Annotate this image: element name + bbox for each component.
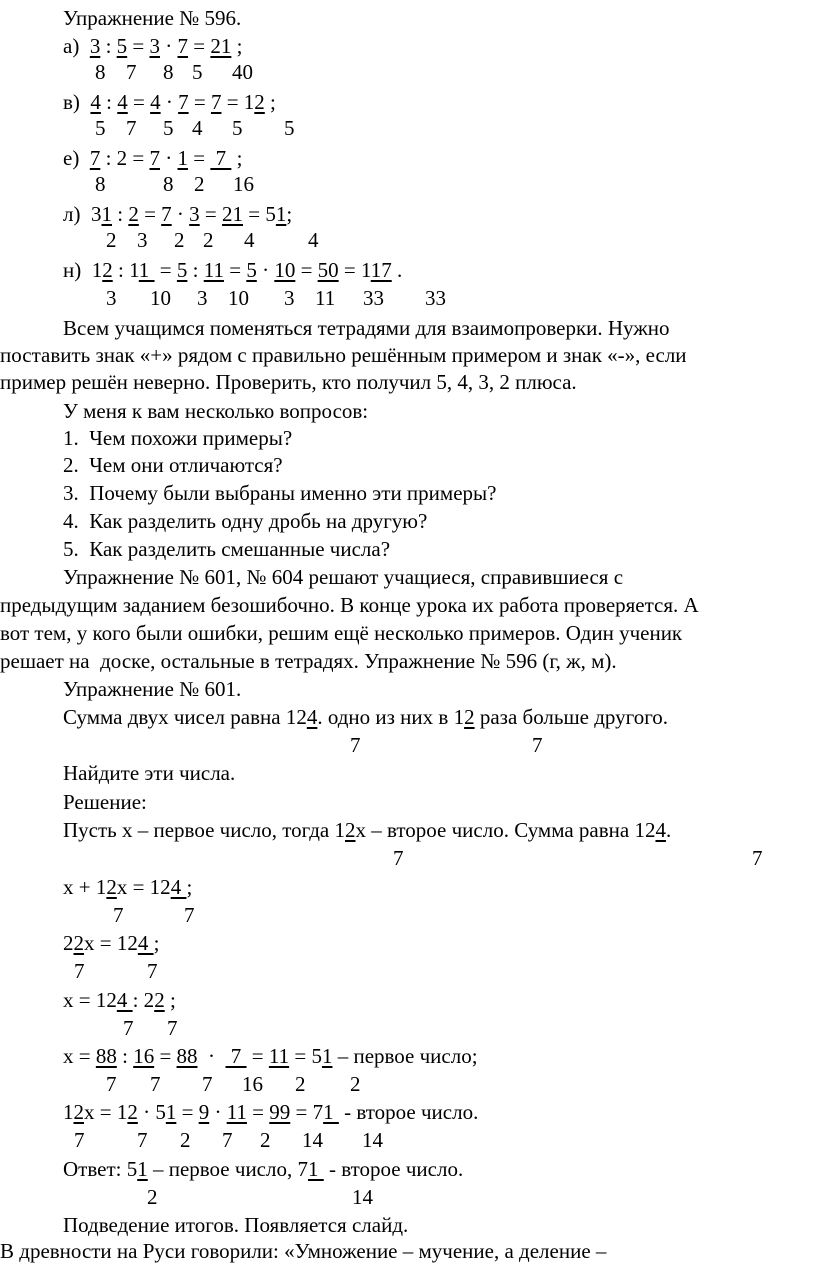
paragraph-tasks-line-1: Упражнение № 601, № 604 решают учащиеся, справившиеся с	[63, 565, 624, 589]
numerator: 4	[150, 90, 161, 114]
operator: ;	[264, 90, 276, 114]
numerator: 1	[138, 258, 155, 282]
whole-part: 3	[90, 202, 102, 226]
text-run: х = 12	[116, 875, 171, 899]
numerator: 11	[226, 1100, 247, 1124]
numerator: 99	[269, 1100, 291, 1124]
denominator: 7	[74, 1128, 85, 1152]
text-run: Пусть х – первое число, тогда 1	[63, 818, 345, 842]
numerator: 17	[370, 258, 392, 282]
denominator: 33	[363, 286, 384, 310]
numerator: 7	[149, 146, 161, 170]
closing-line: В древности на Руси говорили: «Умножение – мучение, а деление –	[0, 1239, 607, 1263]
denominator: 7	[222, 1128, 233, 1152]
operator: =	[223, 258, 247, 282]
numerator: 2	[106, 875, 117, 899]
question-text: Чем они отличаются?	[89, 453, 283, 477]
numerator: 7	[161, 202, 172, 226]
text-run: х + 1	[63, 875, 107, 899]
denominator: 2	[203, 228, 214, 252]
paragraph-check-line-3: пример решён неверно. Проверить, кто получил 5, 4, 3, 2 плюса.	[0, 370, 577, 394]
equation-1	[63, 874, 192, 900]
denominator: 2	[106, 228, 117, 252]
summary-line: Подведение итогов. Появляется слайд.	[63, 1213, 409, 1237]
denominator: 7	[393, 846, 404, 870]
operator: ·	[209, 1100, 227, 1124]
denominator: 7	[74, 959, 85, 983]
denominator: 5	[232, 116, 243, 140]
denominator: 2	[180, 1128, 191, 1152]
text-run: .	[665, 818, 672, 842]
text-run: раза больше другого.	[474, 705, 669, 729]
denominator: 10	[150, 286, 171, 310]
text-run: Сумма двух чисел равна 12	[63, 705, 307, 729]
operator: =	[154, 1044, 177, 1068]
text-run: · 5	[137, 1100, 166, 1124]
solution-heading: Решение:	[63, 790, 147, 814]
denominator: 7	[350, 733, 361, 757]
operator: =	[127, 90, 151, 114]
text-run: ;	[186, 875, 193, 899]
questions-intro: У меня к вам несколько вопросов:	[63, 399, 369, 423]
equation-5	[63, 1099, 478, 1125]
numerator: 1	[307, 1157, 324, 1181]
operator: :	[100, 34, 117, 58]
question-item	[63, 536, 390, 562]
numerator: 2	[344, 818, 356, 842]
operator: =	[188, 90, 211, 114]
exercise-596-title: Упражнение № 596.	[63, 6, 242, 30]
denominator: 5	[192, 60, 203, 84]
operator: ·	[160, 146, 178, 170]
denominator: 3	[284, 286, 295, 310]
example-a-expression	[63, 33, 242, 59]
denominator: 2	[260, 1128, 271, 1152]
paragraph-tasks-line-2: предыдущим заданием безошибочно. В конце урока их работа проверяется. А	[0, 593, 699, 617]
question-number: 5.	[63, 537, 79, 561]
operator: ·	[256, 258, 275, 282]
denominator: 16	[233, 172, 254, 196]
solution-let-line	[63, 817, 671, 843]
numerator: 11	[203, 258, 224, 282]
denominator: 2	[174, 228, 185, 252]
numerator: 1	[275, 202, 287, 226]
example-e-expression	[63, 145, 242, 171]
operator: = 5	[289, 1044, 322, 1068]
denominator: 8	[95, 172, 106, 196]
paragraph-check-line-2: поставить знак «+» рядом с правильно решённым примером и знак «-», если	[0, 343, 687, 367]
example-l-label: л)	[63, 202, 81, 226]
denominator: 7	[126, 60, 137, 84]
operator: =	[246, 1100, 270, 1124]
operator: =	[295, 258, 318, 282]
text-run: ;	[153, 931, 160, 955]
question-number: 1.	[63, 426, 79, 450]
denominator: 7	[202, 1072, 213, 1096]
denominator: 7	[106, 1072, 117, 1096]
example-v-expression	[63, 89, 276, 115]
denominator: 3	[106, 286, 117, 310]
paragraph-tasks-line-4: решает на доске, остальные в тетрадях. Упражнение № 596 (г, ж, м).	[0, 649, 617, 673]
operator: :	[111, 202, 129, 226]
example-e-label: е)	[63, 146, 80, 170]
equation-3	[63, 987, 176, 1013]
numerator: 16	[133, 1044, 155, 1068]
question-item	[63, 508, 427, 534]
numerator: 88	[95, 1044, 117, 1068]
text-run: – первое число, 7	[147, 1157, 308, 1181]
text-run: х = 12	[84, 931, 138, 955]
denominator: 4	[192, 116, 203, 140]
denominator: 16	[242, 1072, 263, 1096]
numerator: 7	[210, 90, 222, 114]
numerator: 7	[225, 1044, 247, 1068]
numerator: 3	[149, 34, 161, 58]
operator: =	[127, 34, 150, 58]
numerator: 1	[323, 1100, 339, 1124]
numerator: 5	[116, 34, 128, 58]
text-run: - второе число.	[323, 1157, 464, 1181]
equation-2	[63, 930, 159, 956]
question-number: 3.	[63, 481, 79, 505]
denominator: 14	[302, 1128, 323, 1152]
whole-part: 1	[63, 1100, 74, 1124]
denominator: 7	[532, 733, 543, 757]
operator: .	[391, 258, 403, 282]
denominator: 10	[228, 286, 249, 310]
denominator: 8	[163, 60, 174, 84]
question-number: 4.	[63, 509, 79, 533]
question-text: Чем похожи примеры?	[89, 426, 293, 450]
operator: = 1	[221, 90, 255, 114]
operator: =	[176, 1100, 199, 1124]
numerator: 2	[73, 1100, 84, 1124]
operator: = 7	[290, 1100, 324, 1124]
denominator: 2	[147, 1185, 158, 1209]
denominator: 2	[295, 1072, 306, 1096]
operator: :	[116, 1044, 134, 1068]
example-n-label: н)	[63, 258, 82, 282]
numerator: 2	[102, 258, 113, 282]
operator: :	[187, 258, 204, 282]
denominator: 5	[284, 116, 295, 140]
numerator: 1	[137, 1157, 148, 1181]
text-run: х – второе число. Сумма равна 12	[355, 818, 656, 842]
numerator: 4	[306, 705, 318, 729]
operator: ·	[160, 90, 179, 114]
numerator: 21	[222, 202, 244, 226]
operator: ·	[171, 202, 190, 226]
paragraph-tasks-line-3: вот тем, у кого были ошибки, решим ещё несколько примеров. Один ученик	[0, 621, 683, 645]
exercise-601-condition	[63, 704, 668, 730]
numerator: 9	[198, 1100, 210, 1124]
denominator: 2	[194, 172, 205, 196]
denominator: 7	[126, 116, 137, 140]
denominator: 7	[150, 1072, 161, 1096]
question-text: Как разделить одну дробь на другую?	[89, 509, 428, 533]
numerator: 7	[177, 34, 189, 58]
denominator: 7	[137, 1128, 148, 1152]
numerator: 4	[117, 90, 128, 114]
operator: ;	[231, 146, 243, 170]
denominator: 4	[308, 228, 319, 252]
numerator: 11	[268, 1044, 290, 1068]
denominator: 3	[137, 228, 148, 252]
text-run: х = 12	[63, 988, 117, 1012]
example-n-expression	[63, 257, 402, 283]
operator: =	[188, 146, 211, 170]
denominator: 8	[163, 172, 174, 196]
paragraph-check-line-1: Всем учащимся поменяться тетрадями для взаимопроверки. Нужно	[63, 316, 670, 340]
example-v-label: в)	[63, 90, 80, 114]
numerator: 2	[254, 90, 265, 114]
denominator: 14	[352, 1185, 373, 1209]
operator: = 5	[243, 202, 276, 226]
numerator: 5	[246, 258, 257, 282]
question-item	[63, 480, 496, 506]
denominator: 33	[425, 286, 446, 310]
operator: ·	[160, 34, 178, 58]
text-run: х =	[63, 1044, 96, 1068]
whole-part: 2	[63, 931, 74, 955]
operator: =	[199, 202, 223, 226]
text-run: - второе число.	[338, 1100, 479, 1124]
denominator: 7	[752, 846, 763, 870]
numerator: 1	[177, 146, 189, 170]
numerator: 2	[73, 931, 84, 955]
text-run: . одно из них в 1	[317, 705, 465, 729]
denominator: 7	[123, 1016, 134, 1040]
numerator: 7	[210, 146, 232, 170]
operator: :	[100, 90, 118, 114]
denominator: 5	[95, 116, 106, 140]
question-item	[63, 425, 292, 451]
denominator: 14	[362, 1128, 383, 1152]
operator: = 1	[338, 258, 371, 282]
text-run: – первое число;	[332, 1044, 478, 1068]
text-run: х = 1	[84, 1100, 128, 1124]
numerator: 10	[274, 258, 296, 282]
operator: : 1	[112, 258, 139, 282]
operator: =	[138, 202, 162, 226]
numerator: 4	[170, 875, 187, 899]
operator: ;	[231, 34, 243, 58]
exercise-601-title: Упражнение № 601.	[63, 677, 242, 701]
operator: ;	[286, 202, 293, 226]
numerator: 50	[317, 258, 339, 282]
numerator: 4	[90, 90, 101, 114]
numerator: 2	[128, 202, 139, 226]
denominator: 11	[315, 286, 336, 310]
numerator: 2	[154, 988, 165, 1012]
numerator: 88	[176, 1044, 198, 1068]
numerator: 7	[178, 90, 189, 114]
numerator: 4	[137, 931, 154, 955]
denominator: 3	[197, 286, 208, 310]
exercise-601-task: Найдите эти числа.	[63, 761, 236, 785]
numerator: 1	[165, 1100, 177, 1124]
operator: : 2 =	[100, 146, 150, 170]
numerator: 5	[176, 258, 188, 282]
equation-4	[63, 1043, 478, 1069]
example-a-label: а)	[63, 34, 80, 58]
denominator: 5	[163, 116, 174, 140]
denominator: 4	[244, 228, 255, 252]
text-run: ;	[164, 988, 176, 1012]
numerator: 3	[189, 202, 200, 226]
denominator: 7	[113, 903, 124, 927]
numerator: 2	[464, 705, 475, 729]
operator: ·	[197, 1044, 226, 1068]
answer-line	[63, 1156, 463, 1182]
numerator: 2	[127, 1100, 138, 1124]
example-l-expression	[63, 201, 292, 227]
numerator: 1	[101, 202, 112, 226]
text-run: : 2	[132, 988, 155, 1012]
question-number: 2.	[63, 453, 79, 477]
question-item	[63, 452, 283, 478]
numerator: 1	[321, 1044, 333, 1068]
text-run: Ответ: 5	[63, 1157, 138, 1181]
numerator: 4	[655, 818, 666, 842]
question-text: Как разделить смешанные числа?	[89, 537, 391, 561]
denominator: 40	[232, 60, 253, 84]
denominator: 8	[95, 60, 106, 84]
numerator: 3	[89, 34, 101, 58]
denominator: 2	[350, 1072, 361, 1096]
numerator: 7	[89, 146, 101, 170]
whole-part: 1	[91, 258, 103, 282]
denominator: 7	[147, 959, 158, 983]
denominator: 7	[167, 1016, 178, 1040]
question-text: Почему были выбраны именно эти примеры?	[89, 481, 497, 505]
numerator: 4	[116, 988, 133, 1012]
operator: =	[246, 1044, 269, 1068]
numerator: 21	[210, 34, 232, 58]
denominator: 7	[184, 903, 195, 927]
operator: =	[154, 258, 177, 282]
operator: =	[188, 34, 211, 58]
